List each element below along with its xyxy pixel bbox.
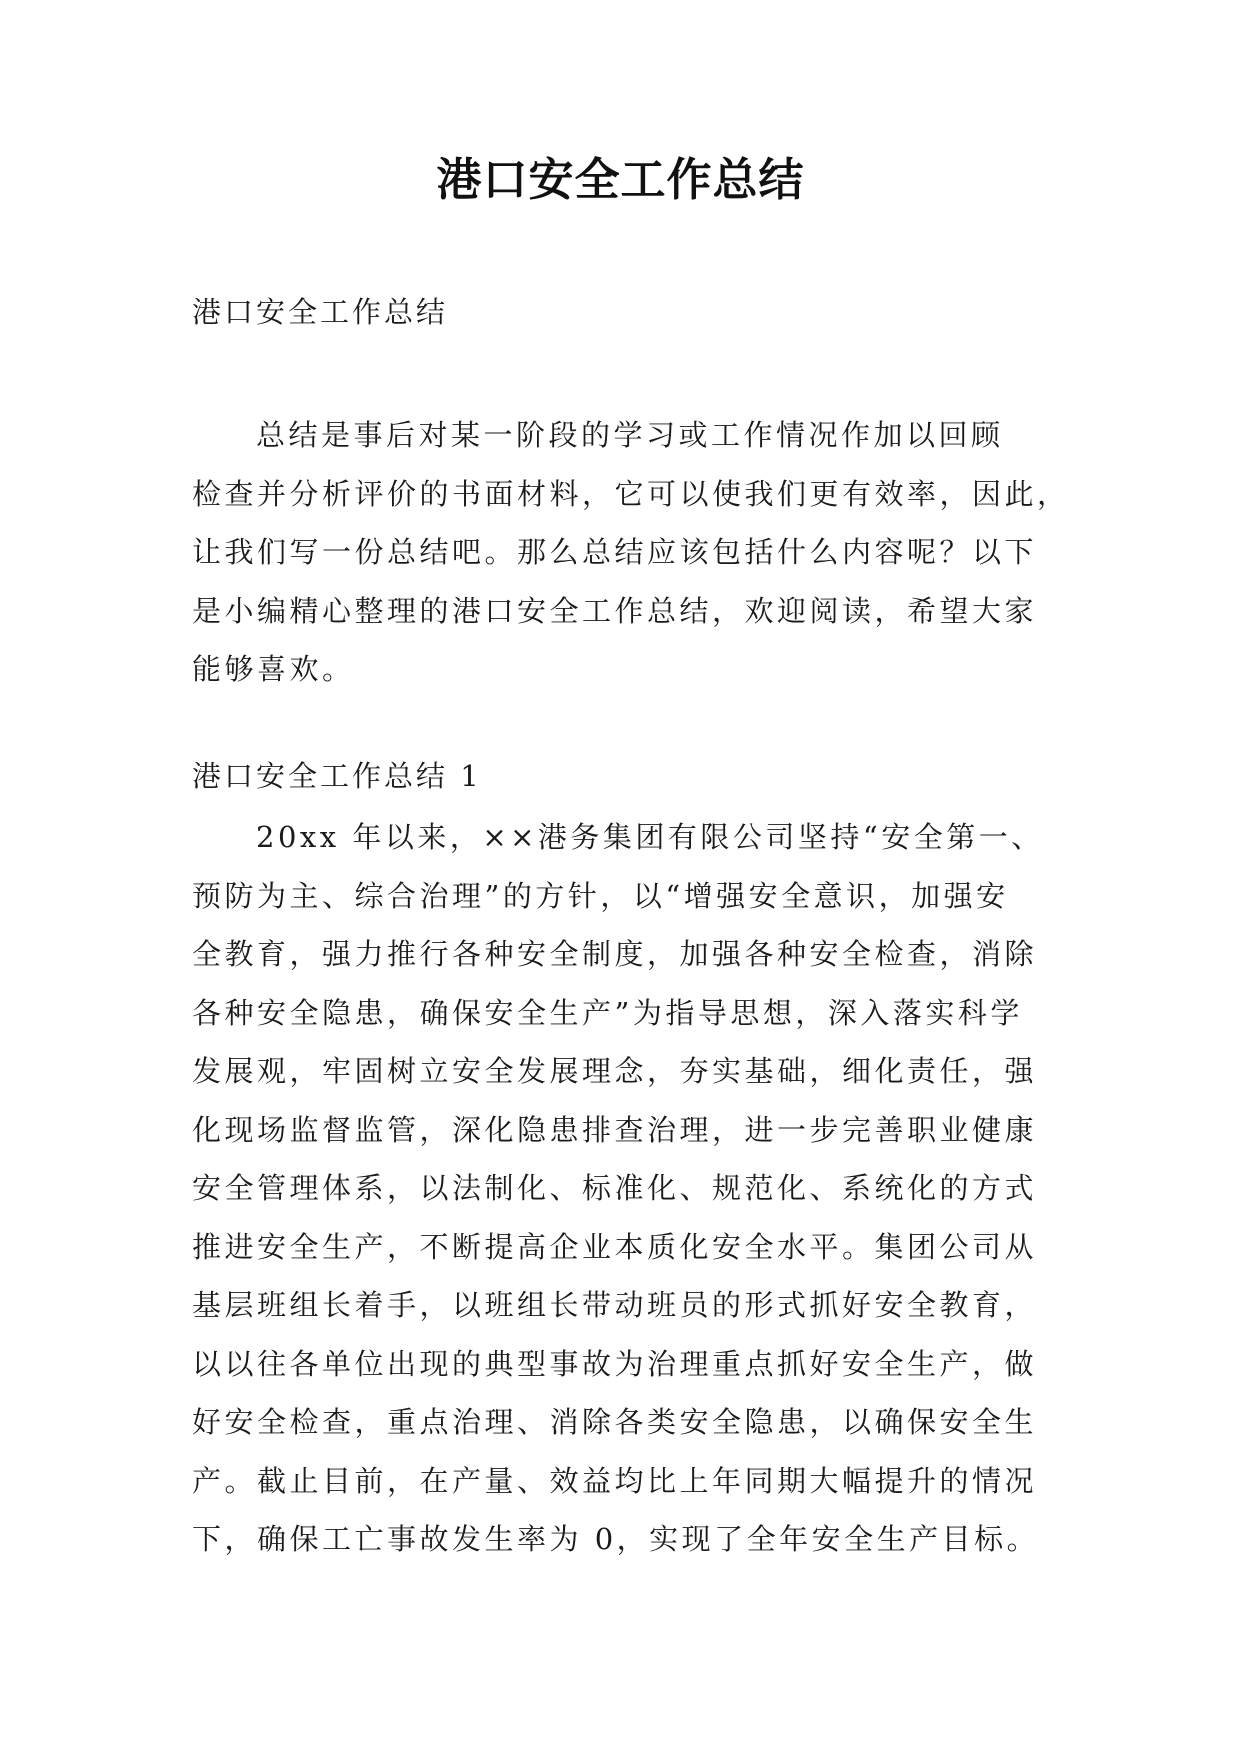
intro-line: 检查并分析评价的书面材料，它可以使我们更有效率，因此，	[192, 476, 1070, 511]
section-line: 20xx 年以来，××港务集团有限公司坚持“安全第一、	[256, 820, 1044, 854]
intro-line: 总结是事后对某一阶段的学习或工作情况作加以回顾	[256, 418, 1004, 452]
section-line: 推进安全生产，不断提高企业本质化安全水平。集团公司从	[192, 1229, 1038, 1264]
section-line: 产。截止目前，在产量、效益均比上年同期大幅提升的情况	[192, 1463, 1038, 1498]
section-line: 好安全检查，重点治理、消除各类安全隐患，以确保安全生	[192, 1405, 1038, 1439]
section-line: 安全管理体系，以法制化、标准化、规范化、系统化的方式	[192, 1171, 1038, 1205]
intro-line: 让我们写一份总结吧。那么总结应该包括什么内容呢？以下	[192, 535, 1038, 569]
intro-line: 能够喜欢。	[192, 652, 355, 686]
section-line: 发展观，牢固树立安全发展理念，夯实基础，细化责任，强	[192, 1054, 1038, 1088]
section-line: 各种安全隐患，确保安全生产”为指导思想，深入落实科学	[192, 995, 1023, 1030]
section-paragraph	[192, 808, 1052, 1569]
document-subtitle: 港口安全工作总结	[192, 295, 449, 329]
intro-line: 是小编精心整理的港口安全工作总结，欢迎阅读，希望大家	[192, 593, 1038, 628]
intro-paragraph	[192, 406, 1070, 699]
section-heading: 港口安全工作总结 1	[192, 759, 482, 793]
section-line: 基层班组长着手，以班组长带动班员的形式抓好安全教育，	[192, 1288, 1038, 1322]
section-line: 全教育，强力推行各种安全制度，加强各种安全检查，消除	[192, 937, 1038, 971]
section-line: 预防为主、综合治理”的方针，以“增强安全意识，加强安	[192, 878, 1009, 913]
document-title: 港口安全工作总结	[436, 153, 805, 206]
section-line: 化现场监督监管，深化隐患排查治理，进一步完善职业健康	[192, 1112, 1038, 1147]
section-line: 以以往各单位出现的典型事故为治理重点抓好安全生产，做	[192, 1346, 1038, 1381]
section-line: 下，确保工亡事故发生率为 0，实现了全年安全生产目标。	[192, 1522, 1040, 1556]
